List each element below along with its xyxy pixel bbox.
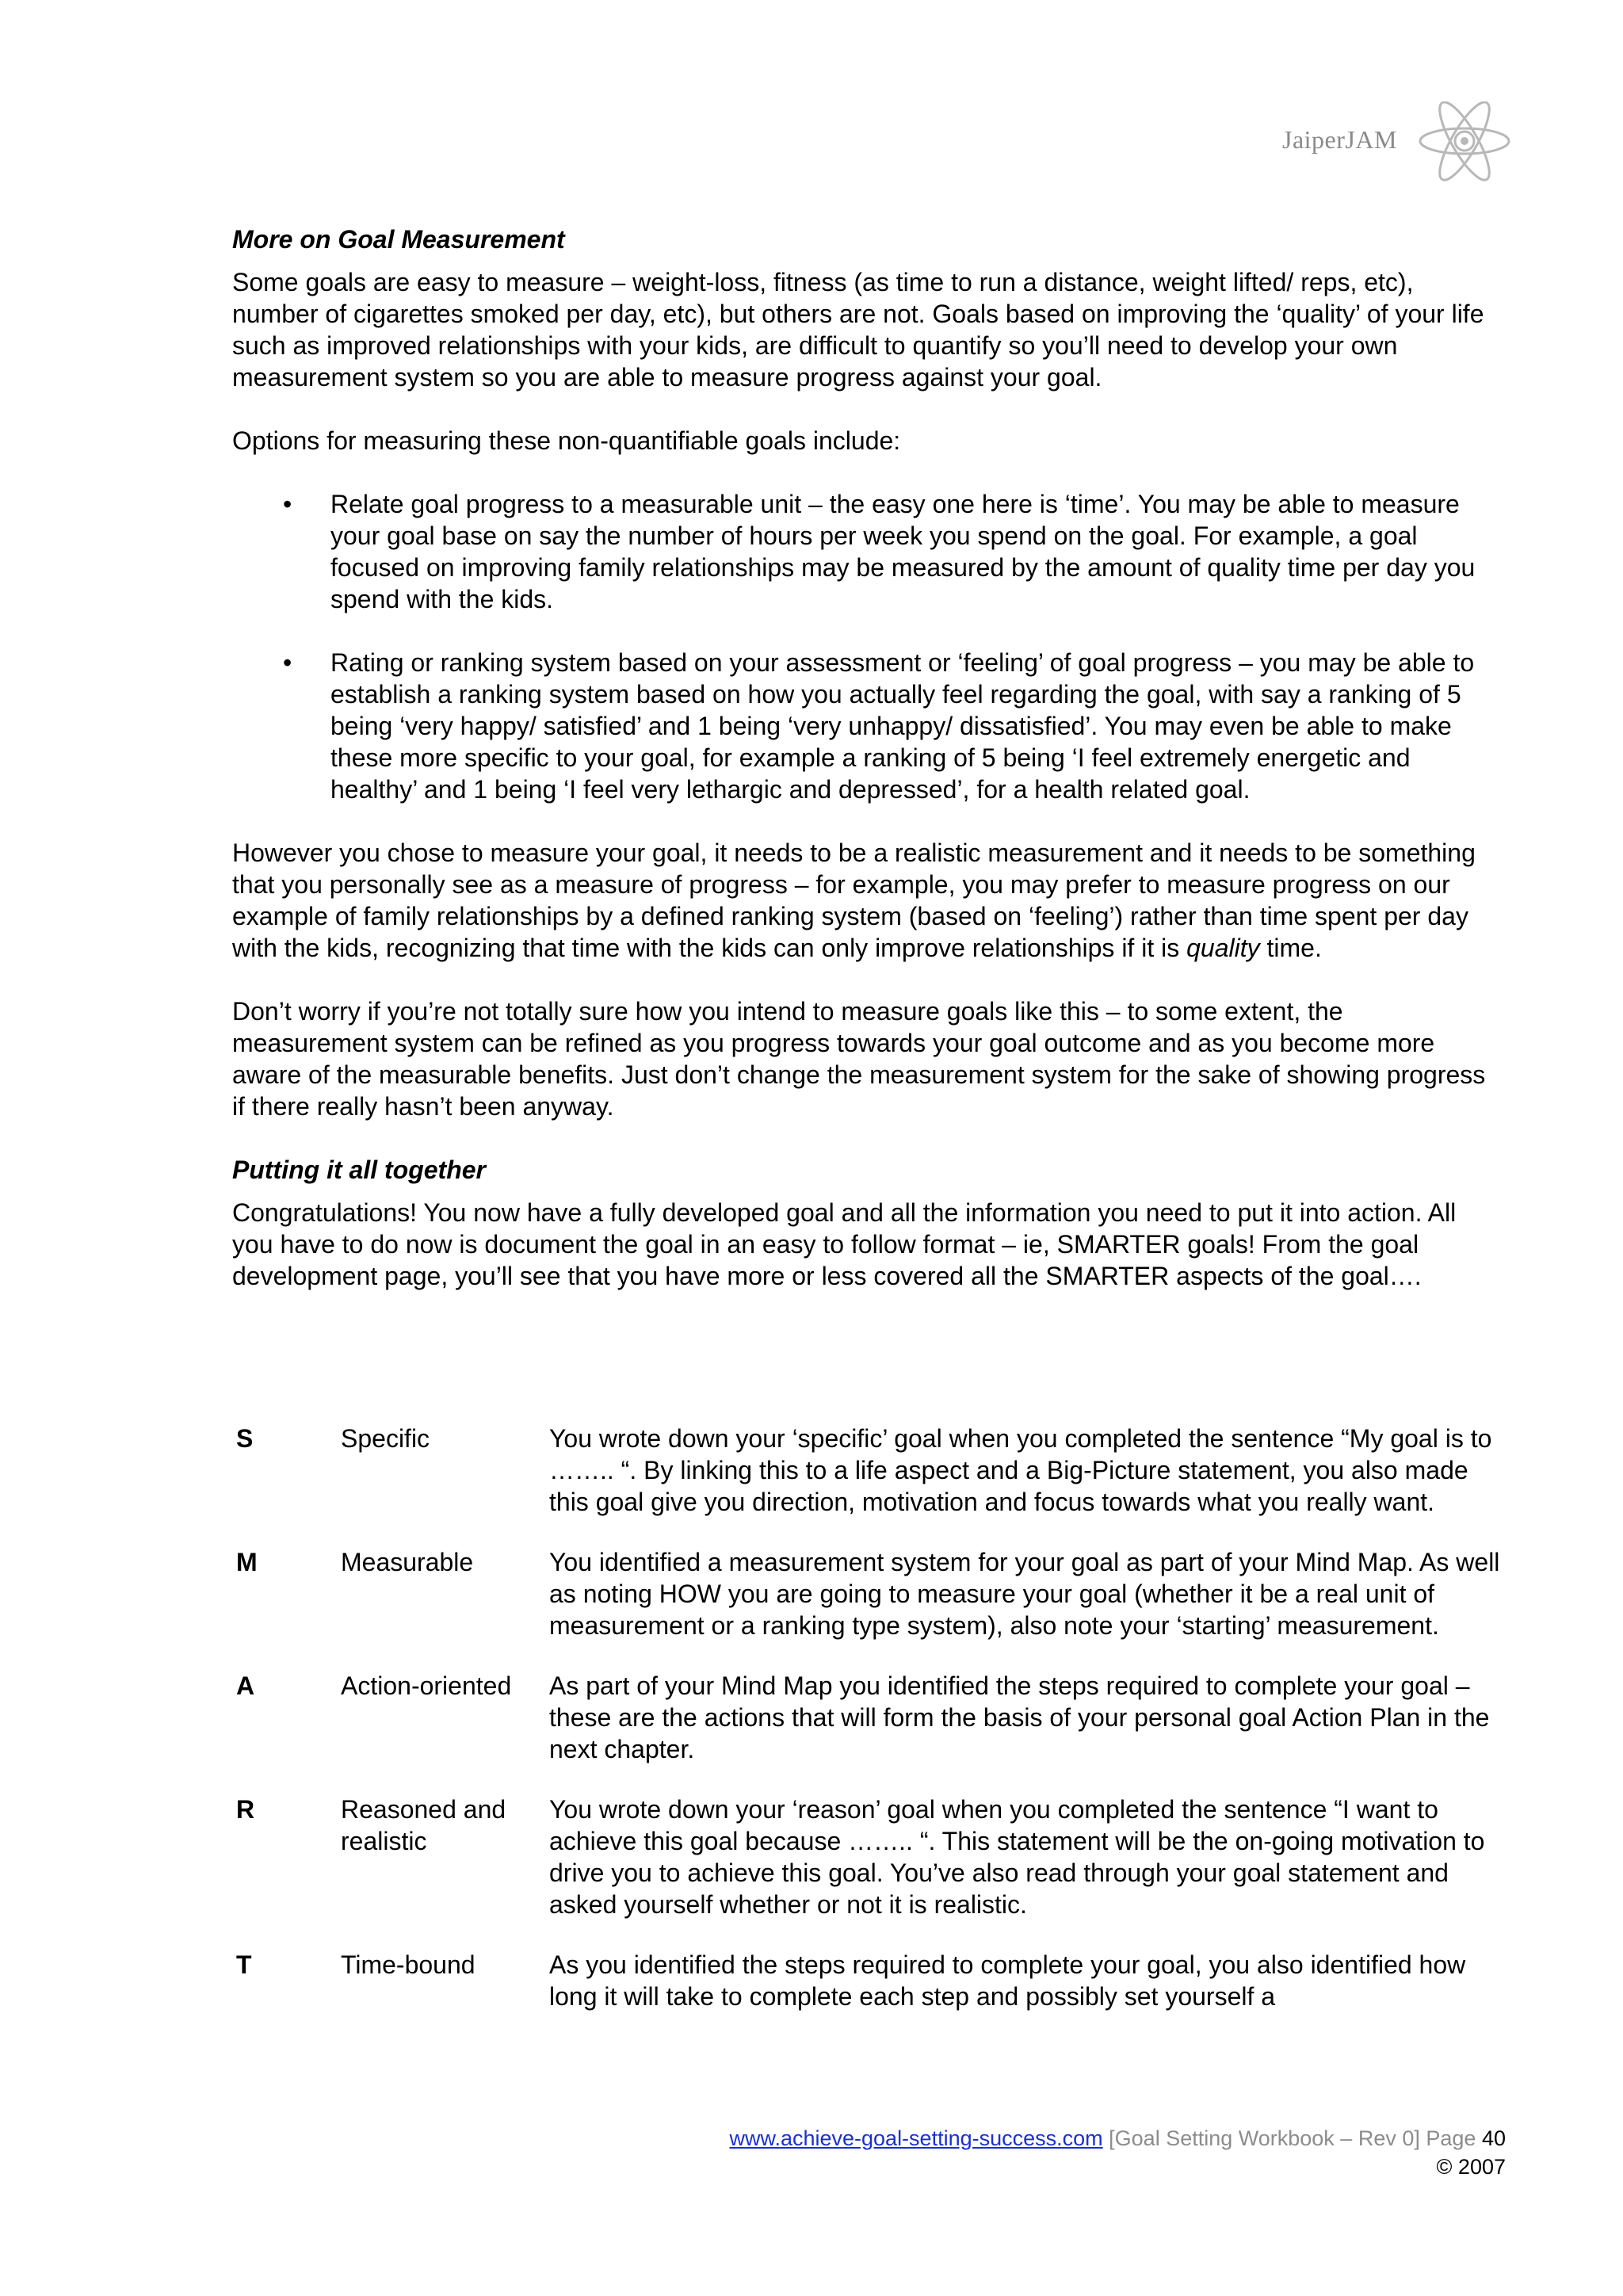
smarter-term: Specific (341, 1424, 430, 1453)
workbook-label: [Goal Setting Workbook – Rev 0] (1109, 2126, 1420, 2150)
smarter-row-reasoned (232, 1794, 1508, 1920)
bullet-icon: • (283, 490, 292, 518)
smarter-row-action-oriented (232, 1670, 1508, 1765)
smarter-table (232, 1423, 1508, 2041)
smarter-description: As part of your Mind Map you identified the steps required to complete your goal – these are the actions that will form the basis of your personal goal Action Plan in the next chapter. (549, 1671, 1490, 1763)
smarter-term: Measurable (341, 1548, 474, 1576)
smarter-letter: A (236, 1671, 255, 1700)
paragraph: Options for measuring these non-quantifiable goals include: (232, 426, 901, 455)
jaiperjam-logo (1282, 101, 1520, 189)
list-item-text: Rating or ranking system based on your assessment or ‘feeling’ of goal progress – you may be able to establish a ranking system based on how you actually feel regarding the goal, with say a ranking of 5 being ‘very happy/ satisfied’ and 1 being ‘very unhappy/ dissatisfied’. You may even be able to make these more specific to your goal, for example a ranking of 5 being ‘I feel extremely energetic and healthy’ and 1 being ‘I feel very lethargic and depressed’, for a health related goal. (330, 648, 1475, 804)
smarter-letter: R (236, 1795, 255, 1824)
page-footer (729, 2124, 1506, 2181)
section-heading-putting-together: Putting it all together (232, 1156, 486, 1184)
smarter-description: You identified a measurement system for your goal as part of your Mind Map. As well as noting HOW you are going to measure your goal (whether it be a real unit of measurement or a ranking type system), also note your ‘starting’ measurement. (549, 1548, 1500, 1640)
main-content (232, 223, 1500, 1292)
smarter-description: You wrote down your ‘specific’ goal when you completed the sentence “My goal is to …….. “. By linking this to a life aspect and a Big-Picture statement, you also made this goal give you direction, motivation and focus towards what you really want. (549, 1424, 1492, 1516)
smarter-description: You wrote down your ‘reason’ goal when you completed the sentence “I want to achieve this goal because …….. “. This statement will be the on-going motivation to drive you to achieve this goal. You’ve also read through your goal statement and asked yourself whether or not it is realistic. (549, 1795, 1485, 1919)
page-label: Page (1426, 2126, 1476, 2150)
footer-line (729, 2124, 1506, 2153)
smarter-row-time-bound (232, 1949, 1508, 2012)
smarter-row-specific (232, 1423, 1508, 1518)
smarter-term: Time-bound (341, 1950, 475, 1979)
logo-text: JaiperJAM (1282, 125, 1397, 154)
smarter-description: As you identified the steps required to complete your goal, you also identified how long it will take to complete each step and possibly set yourself a (549, 1950, 1466, 2011)
bullet-list (232, 488, 1500, 805)
paragraph: Some goals are easy to measure – weight-loss, fitness (as time to run a distance, weight lifted/ reps, etc), number of cigarettes smoked per day, etc), but others are not. Goals based on improving the ‘quality’ of your life such as improved relationships with your kids, are difficult to quantify so you’ll need to develop your own measurement system so you are able to measure progress against your goal. (232, 268, 1484, 392)
paragraph-text: However you chose to measure your goal, it needs to be a realistic measurement and it needs to be something that you personally see as a measure of progress – for example, you may prefer to measure progress on our example of family relationships by a defined ranking system (based on ‘feeling’) rather than time spent per day with the kids, recognizing that time with the kids can only improve relationships if it is (232, 839, 1476, 962)
section-heading-goal-measurement: More on Goal Measurement (232, 225, 565, 254)
paragraph: Don’t worry if you’re not totally sure how you intend to measure goals like this – to some extent, the measurement system can be refined as you progress towards your goal outcome and as you become more aware of the measurable benefits. Just don’t change the measurement system for the sake of showing progress if there really hasn’t been anyway. (232, 997, 1486, 1121)
atom-logo-icon (1415, 101, 1514, 185)
paragraph-text-end: time. (1259, 934, 1322, 962)
list-item (232, 488, 1500, 615)
paragraph: Congratulations! You now have a fully developed goal and all the information you need to put it into action. All you have to do now is document the goal in an easy to follow format – ie, SMARTER goals! From the goal development page, you’ll see that you have more or less covered all the SMARTER aspects of the goal…. (232, 1198, 1457, 1290)
smarter-term: Action-oriented (341, 1671, 512, 1700)
smarter-letter: T (236, 1950, 252, 1979)
smarter-letter: S (236, 1424, 254, 1453)
paragraph (232, 837, 1500, 964)
bullet-icon: • (283, 648, 292, 677)
emphasis-text: quality (1186, 934, 1260, 962)
smarter-term: Reasoned and realistic (341, 1795, 506, 1855)
smarter-letter: M (236, 1548, 258, 1576)
smarter-row-measurable (232, 1546, 1508, 1641)
list-item-text: Relate goal progress to a measurable unit – the easy one here is ‘time’. You may be able to measure your goal base on say the number of hours per week you spend on the goal. For example, a goal focused on improving family relationships may be measured by the amount of quality time per day you spend with the kids. (330, 490, 1476, 613)
copyright: © 2007 (1436, 2155, 1506, 2179)
website-link[interactable]: www.achieve-goal-setting-success.com (729, 2126, 1103, 2150)
list-item (232, 647, 1500, 805)
page-number: 40 (1481, 2126, 1506, 2150)
